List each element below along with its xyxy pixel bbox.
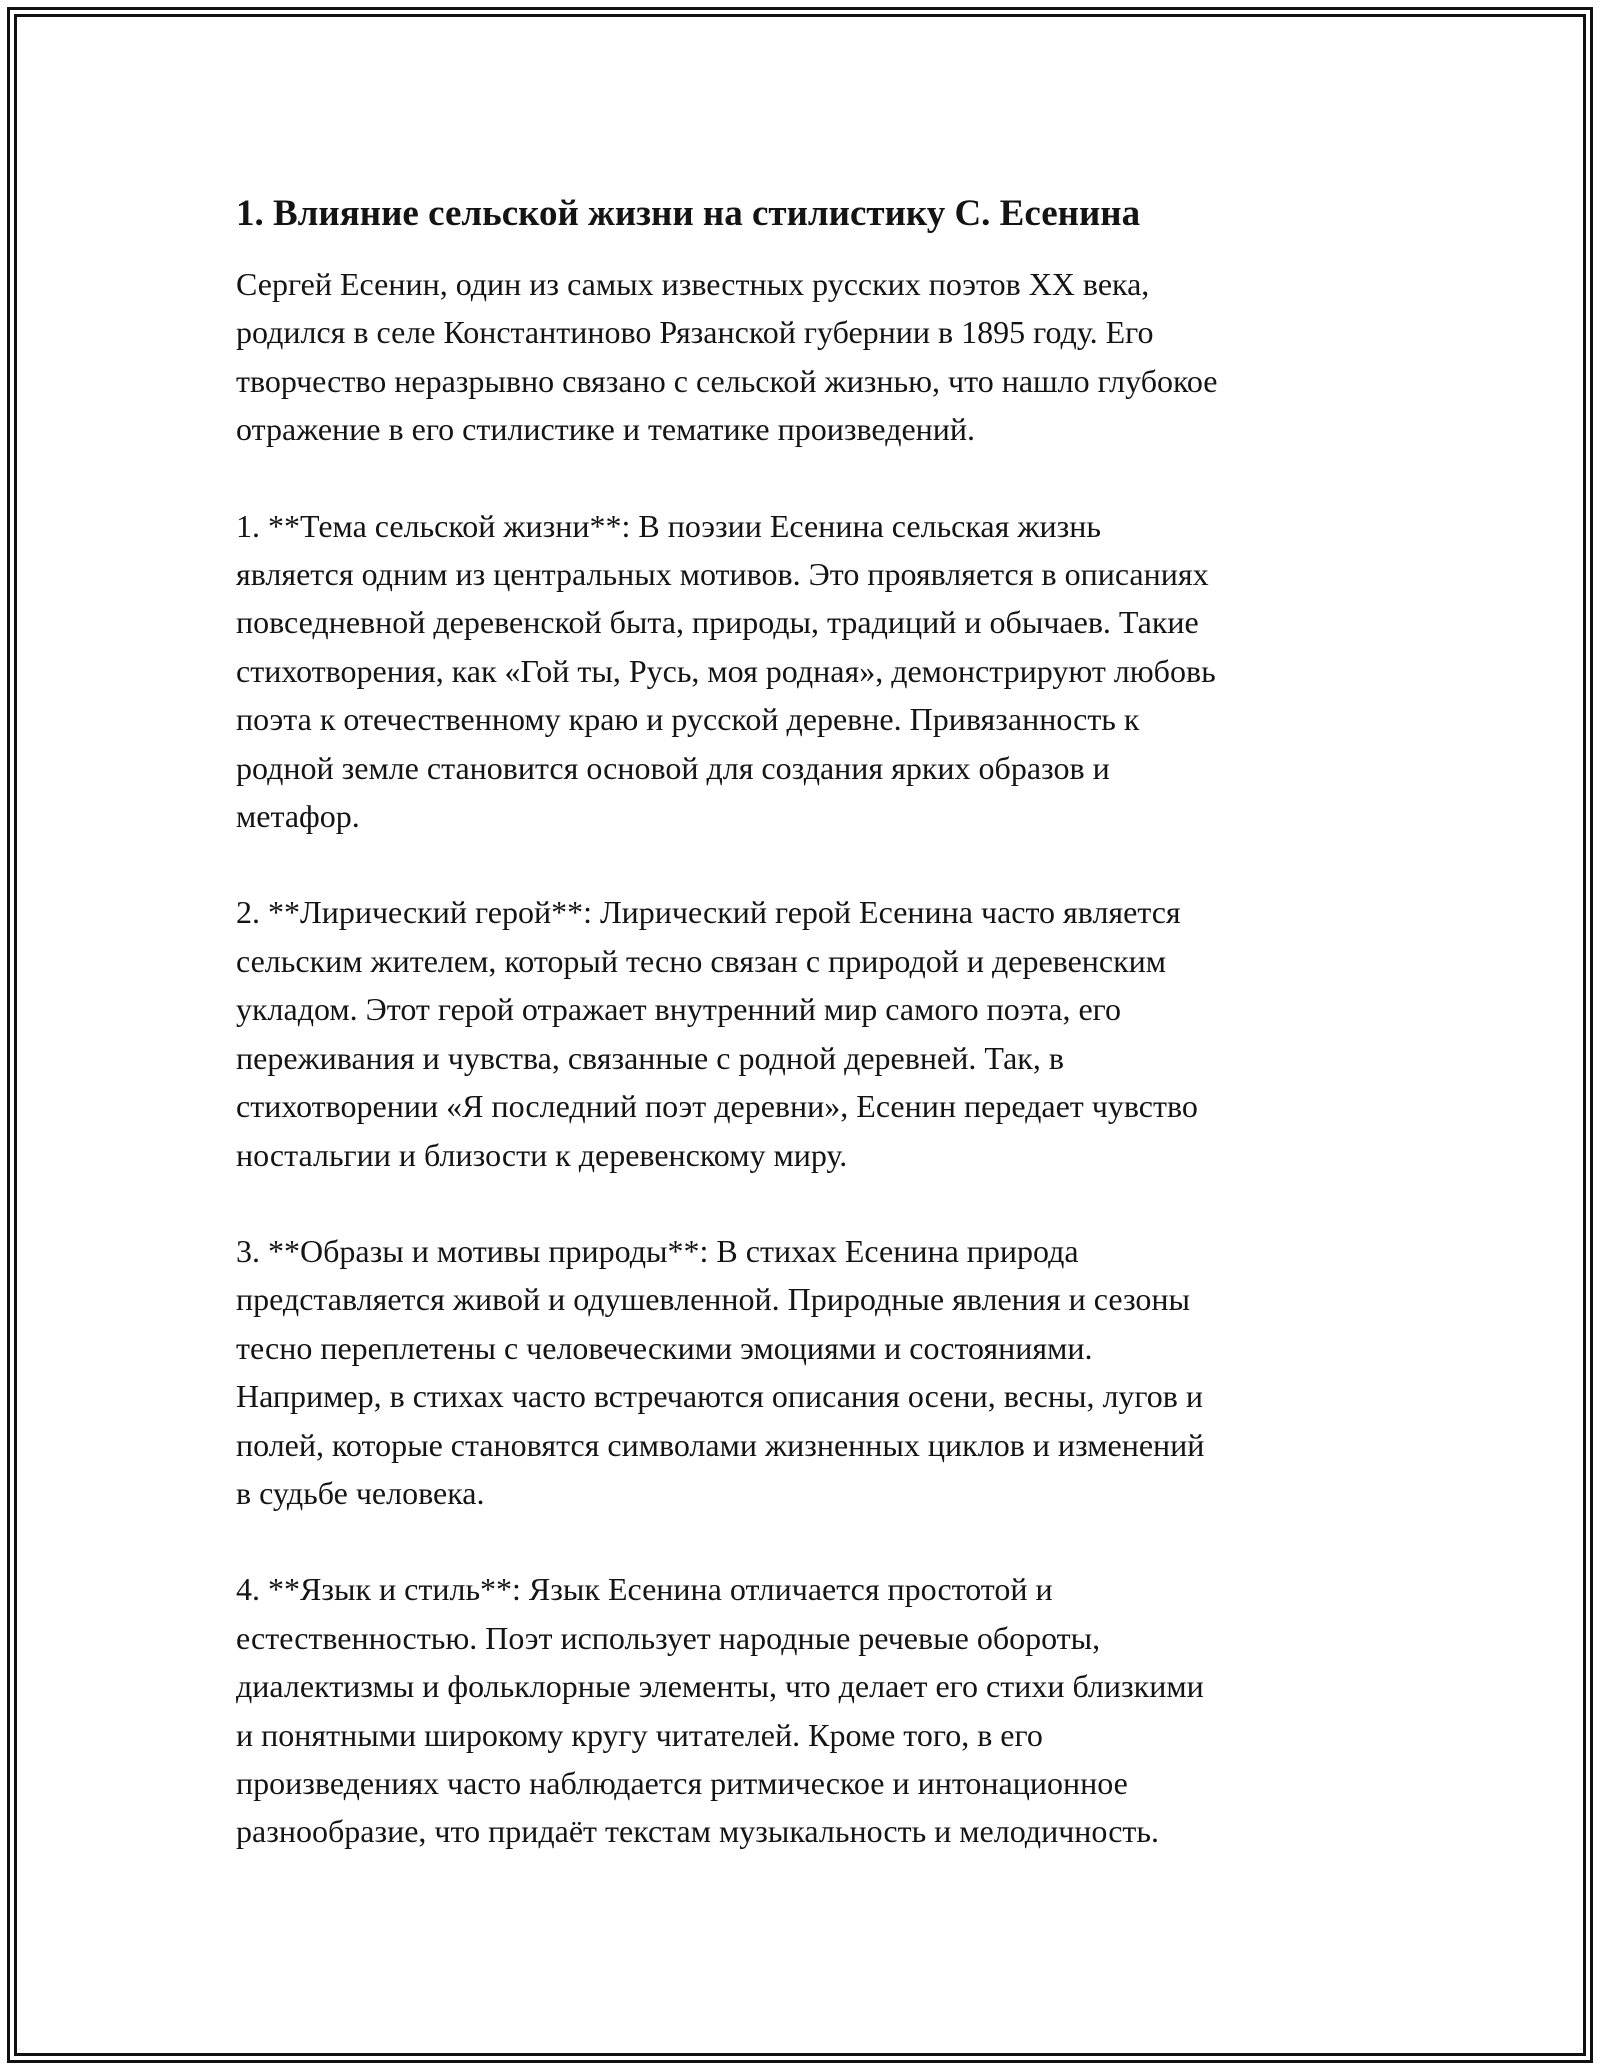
paragraph-line: 2. **Лирический герой**: Лирический герой Есенина часто является xyxy=(236,894,1181,931)
numbered-paragraph xyxy=(236,1227,1416,1517)
paragraph-line: 1. **Тема сельской жизни**: В поэзии Есенина сельская жизнь xyxy=(236,507,1101,544)
paragraph-line: разнообразие, что придаёт текстам музыкальность и мелодичность. xyxy=(236,1813,1159,1850)
document-body xyxy=(236,188,1416,1904)
paragraph-line: сельским жителем, который тесно связан с природой и деревенским xyxy=(236,942,1167,979)
numbered-paragraph xyxy=(236,888,1416,1178)
paragraph-line: поэта к отечественному краю и русской деревне. Привязанность к xyxy=(236,701,1140,738)
paragraph-line: творчество неразрывно связано с сельской жизнью, что нашло глубокое xyxy=(236,362,1218,399)
paragraph-line: повседневной деревенской быта, природы, традиций и обычаев. Такие xyxy=(236,604,1199,641)
intro-paragraph xyxy=(236,260,1416,454)
paragraph-line: родился в селе Константиново Рязанской губернии в 1895 году. Его xyxy=(236,314,1154,351)
paragraph-line: полей, которые становятся символами жизненных циклов и изменений xyxy=(236,1426,1205,1463)
paragraph-line: и понятными широкому кругу читателей. Кроме того, в его xyxy=(236,1716,1043,1753)
paragraph-line: 3. **Образы и мотивы природы**: В стихах Есенина природа xyxy=(236,1232,1079,1269)
paragraph-line: ностальгии и близости к деревенскому миру. xyxy=(236,1136,848,1173)
paragraph-line: 4. **Язык и стиль**: Язык Есенина отличается простотой и xyxy=(236,1571,1053,1608)
paragraph-line: Например, в стихах часто встречаются описания осени, весны, лугов и xyxy=(236,1378,1203,1415)
paragraph-line: Сергей Есенин, один из самых известных русских поэтов XX века, xyxy=(236,266,1150,302)
paragraph-line: представляется живой и одушевленной. Природные явления и сезоны xyxy=(236,1281,1191,1318)
numbered-paragraph xyxy=(236,1565,1416,1855)
paragraph-line: метафор. xyxy=(236,798,360,835)
paragraph-line: естественностью. Поэт использует народные речевые обороты, xyxy=(236,1619,1101,1656)
paragraph-line: тесно переплетены с человеческими эмоциями и состояниями. xyxy=(236,1329,1093,1366)
paragraph-line: отражение в его стилистике и тематике произведений. xyxy=(236,411,976,448)
paragraph-line: диалектизмы и фольклорные элементы, что делает его стихи близкими xyxy=(236,1668,1204,1705)
paragraph-line: укладом. Этот герой отражает внутренний мир самого поэта, его xyxy=(236,991,1121,1028)
paragraph-line: в судьбе человека. xyxy=(236,1474,485,1511)
document-title: 1. Влияние сельской жизни на стилистику С. Есенина xyxy=(236,193,1141,234)
paragraph-line: стихотворения, как «Гой ты, Русь, моя родная», демонстрируют любовь xyxy=(236,652,1216,689)
paragraph-list xyxy=(236,260,1416,1856)
numbered-paragraph xyxy=(236,502,1416,841)
paragraph-line: стихотворении «Я последний поэт деревни», Есенин передает чувство xyxy=(236,1088,1198,1125)
paragraph-line: является одним из центральных мотивов. Это проявляется в описаниях xyxy=(236,556,1209,593)
paragraph-line: произведениях часто наблюдается ритмическое и интонационное xyxy=(236,1764,1128,1801)
paragraph-line: родной земле становится основой для создания ярких образов и xyxy=(236,749,1110,786)
paragraph-line: переживания и чувства, связанные с родной деревней. Так, в xyxy=(236,1039,1064,1076)
